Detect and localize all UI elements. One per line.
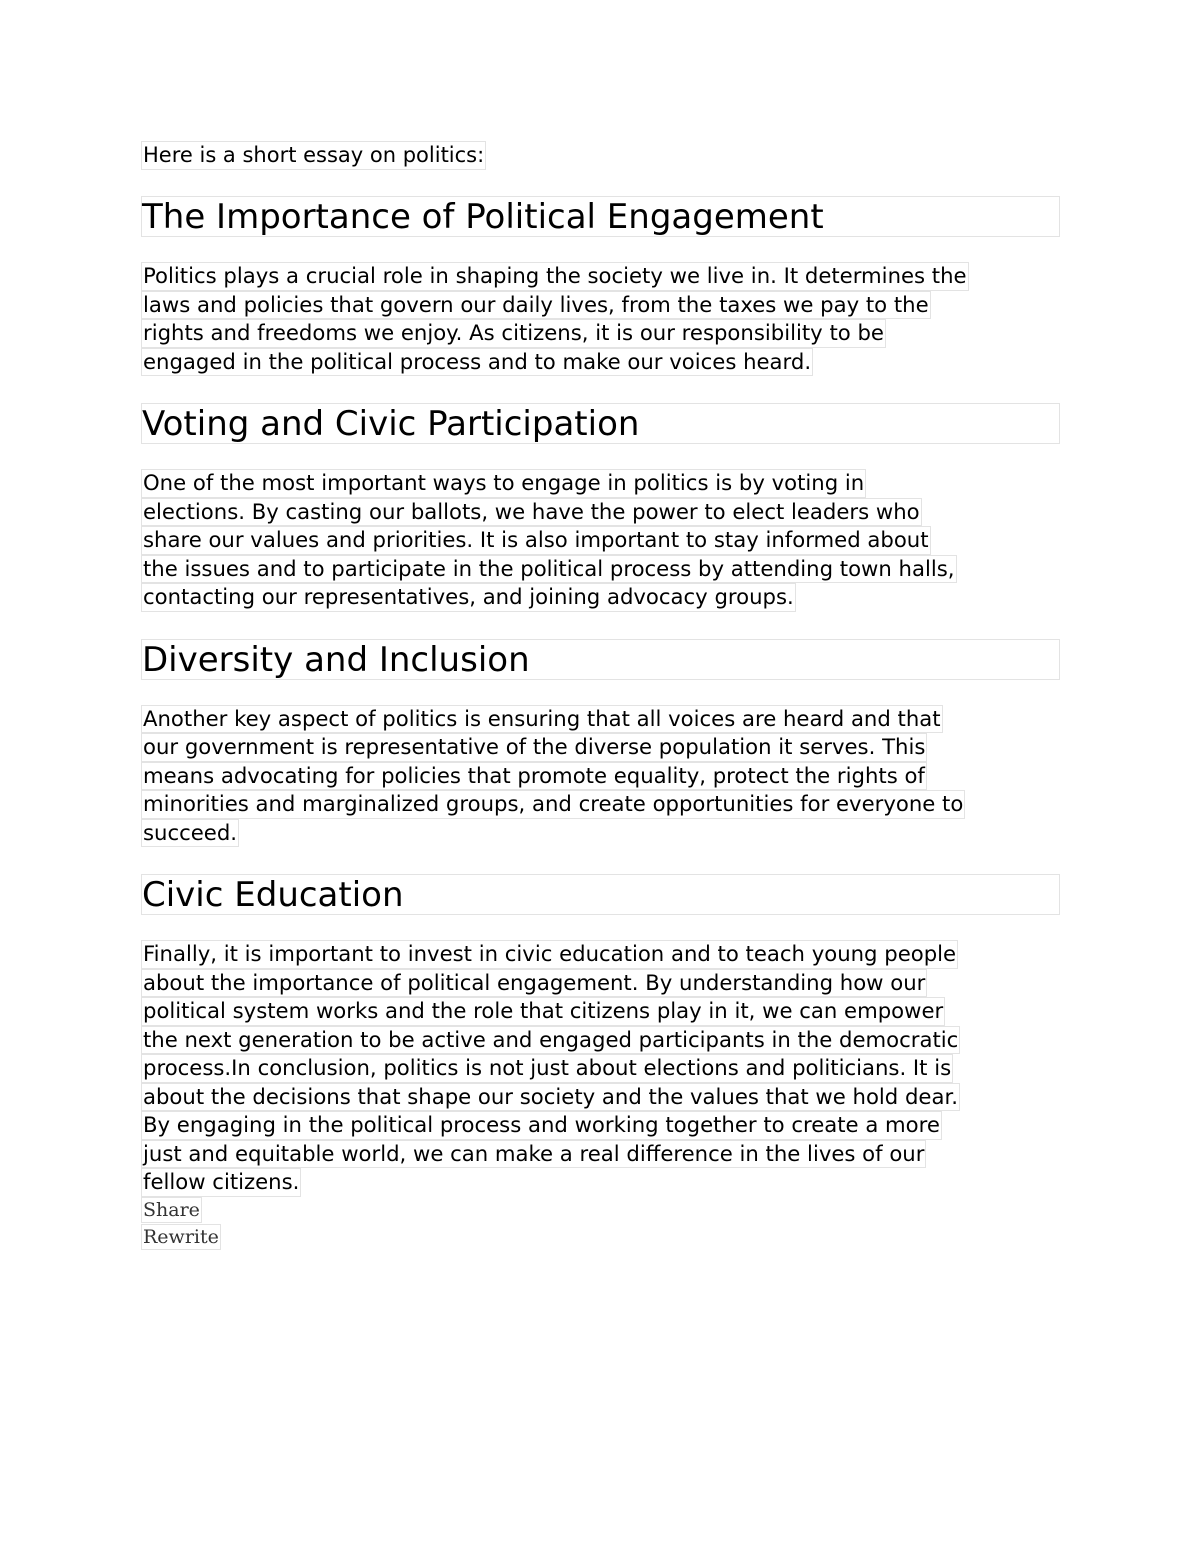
paragraph-line: our government is representative of the diverse population it serves. This: [141, 733, 927, 762]
paragraph-line: By engaging in the political process and working together to create a more: [141, 1111, 942, 1140]
paragraph-line: minorities and marginalized groups, and create opportunities for everyone to: [141, 790, 965, 819]
share-button[interactable]: Share: [143, 1198, 200, 1221]
paragraph-line: contacting our representatives, and joining advocacy groups.: [141, 583, 796, 612]
section-1: [141, 196, 1060, 376]
paragraph-line: elections. By casting our ballots, we have the power to elect leaders who: [141, 498, 922, 527]
section-heading: Diversity and Inclusion: [141, 639, 1060, 680]
section-heading: The Importance of Political Engagement: [141, 196, 1060, 237]
paragraph-line: just and equitable world, we can make a real difference in the lives of our: [141, 1140, 926, 1169]
section-paragraph: [141, 940, 1060, 1197]
paragraph-line: laws and policies that govern our daily lives, from the taxes we pay to the: [141, 291, 931, 320]
section-paragraph: [141, 705, 1060, 848]
paragraph-line: succeed.: [141, 819, 239, 848]
essay-document: [141, 141, 1060, 1251]
paragraph-line: means advocating for policies that promote equality, protect the rights of: [141, 762, 927, 791]
paragraph-line: the next generation to be active and engaged participants in the democratic: [141, 1026, 960, 1055]
section-heading: Voting and Civic Participation: [141, 403, 1060, 444]
paragraph-line: political system works and the role that citizens play in it, we can empower: [141, 997, 945, 1026]
paragraph-line: about the decisions that shape our society and the values that we hold dear.: [141, 1083, 960, 1112]
paragraph-line: fellow citizens.: [141, 1168, 301, 1197]
intro-line: [141, 141, 1060, 170]
paragraph-line: about the importance of political engagement. By understanding how our: [141, 969, 927, 998]
paragraph-line: process.In conclusion, politics is not just about elections and politicians. It is: [141, 1054, 953, 1083]
action-links: [141, 1197, 1060, 1251]
paragraph-line: engaged in the political process and to make our voices heard.: [141, 348, 813, 377]
section-heading: Civic Education: [141, 874, 1060, 915]
intro-text: Here is a short essay on politics:: [141, 141, 486, 170]
section-4: [141, 874, 1060, 1197]
section-paragraph: [141, 469, 1060, 612]
paragraph-line: Another key aspect of politics is ensuring that all voices are heard and that: [141, 705, 943, 734]
paragraph-line: the issues and to participate in the political process by attending town halls,: [141, 555, 957, 584]
paragraph-line: Politics plays a crucial role in shaping the society we live in. It determines the: [141, 262, 969, 291]
section-3: [141, 639, 1060, 848]
paragraph-line: rights and freedoms we enjoy. As citizens, it is our responsibility to be: [141, 319, 886, 348]
rewrite-button[interactable]: Rewrite: [143, 1225, 219, 1248]
paragraph-line: Finally, it is important to invest in civic education and to teach young people: [141, 940, 958, 969]
paragraph-line: share our values and priorities. It is also important to stay informed about: [141, 526, 931, 555]
section-paragraph: [141, 262, 1060, 376]
paragraph-line: One of the most important ways to engage in politics is by voting in: [141, 469, 866, 498]
section-2: [141, 403, 1060, 612]
